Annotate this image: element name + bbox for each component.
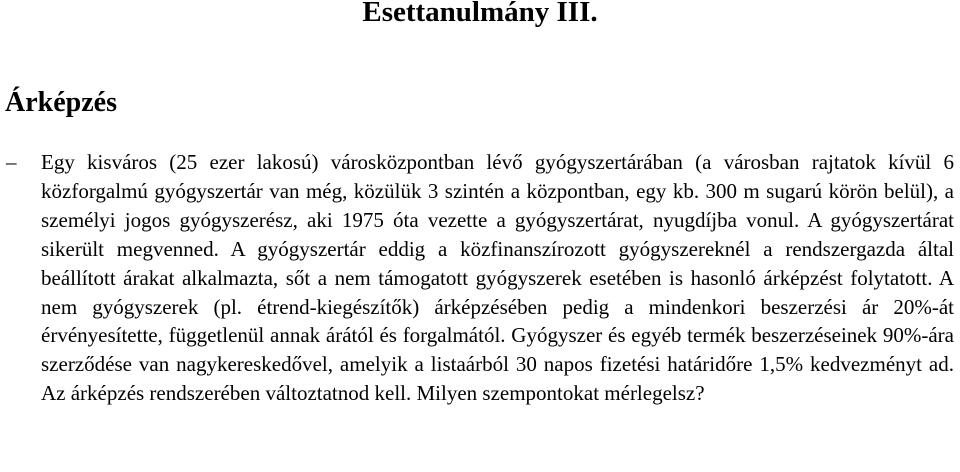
- case-study-paragraph: Egy kisváros (25 ezer lakosú) városközpontban lévő gyógyszertárában (a városban rajtatok kívül 6 közforgalmú gyógyszertár van még, közülük 3 szintén a központban, egy kb. 300 m sugarú körön belül), a személyi jogos gyógyszerész, aki 1975 óta vezette a gyógyszertárat, nyugdíjba vonul. A gyógyszertárat sikerült megvenned. A gyógyszertár eddig a közfinanszírozott gyógyszereknél a rendszergazda által beállított árakat alkalmazta, sőt a nem támogatott gyógyszerek esetében is hasonló árképzést folytatott. A nem gyógyszerek (pl. étrend-kiegészítők) árképzésében pedig a mindenkori beszerzési ár 20%-át érvényesítette, függetlenül annak árától és forgalmától. Gyógyszer és egyéb termék beszerzéseinek 90%-ára szerződése van nagykereskedővel, amelyik a listaárból 30 napos fizetési határidőre 1,5% kedvezményt ad. Az árképzés rendszerében változtatnod kell. Milyen szempontokat mérlegelsz?: [41, 150, 954, 406]
- bullet-dash-icon: –: [6, 150, 17, 174]
- section-heading: Árképzés: [5, 87, 117, 118]
- page-title: Esettanulmány III.: [362, 0, 598, 28]
